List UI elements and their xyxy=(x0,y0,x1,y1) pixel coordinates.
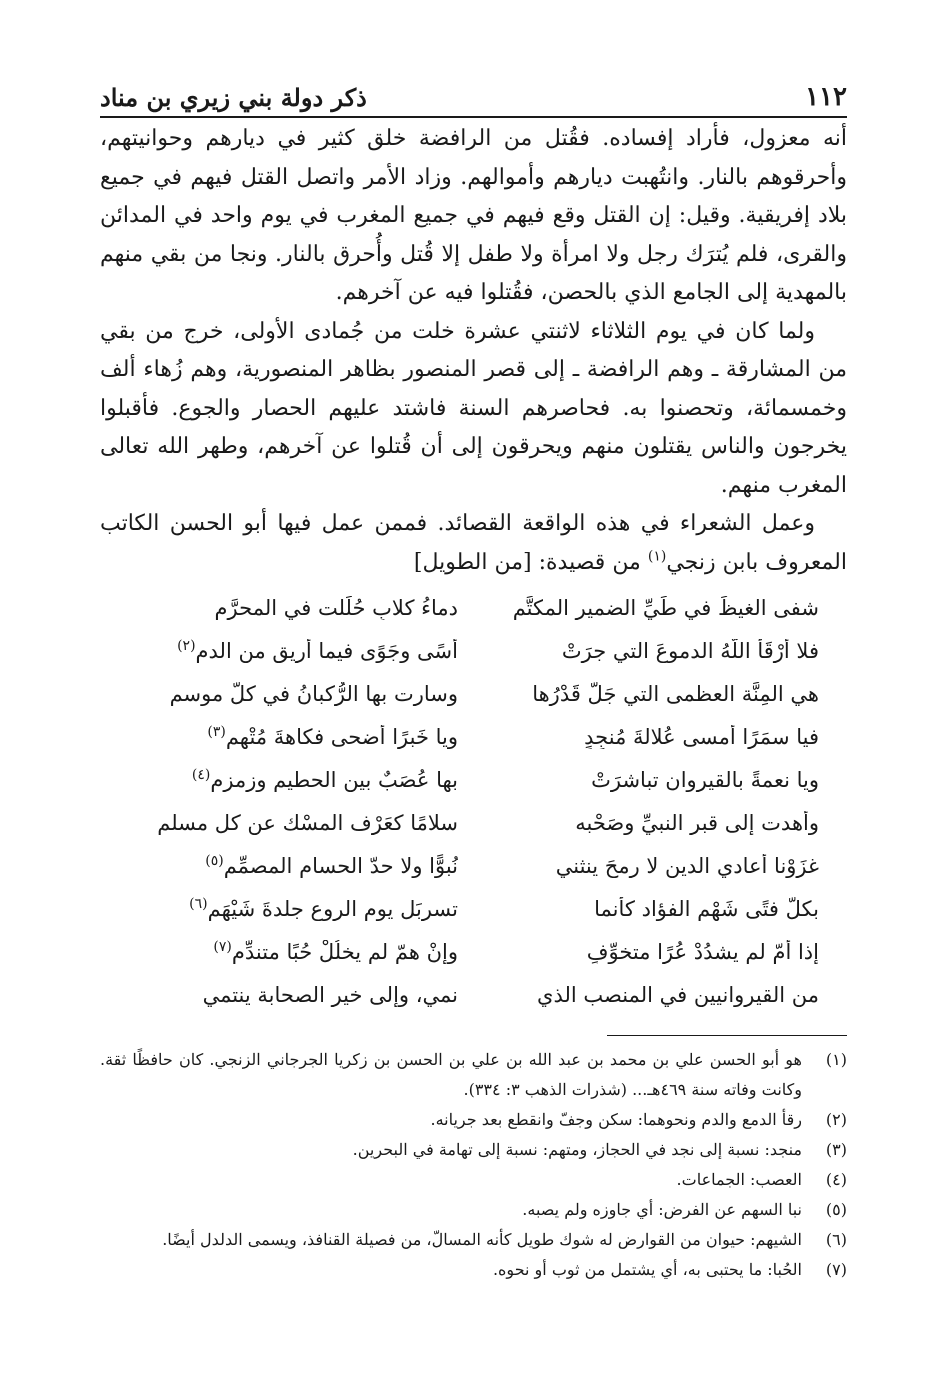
verse-first-hemistich: ويا نعمةً بالقيروان تباشرَتْ xyxy=(591,767,819,792)
paragraph-1: أنه معزول، فأراد إفساده. فقُتل من الرافضة خلق كثير في ديارهم وحوانيتهم، وأحرقوهم بالنار. وانتُهبت ديارهم وأموالهم. وزاد الأمر واتصل القتل فيهم في جميع بلاد إفريقية. وقيل: إن القتل وقع فيهم في جميع المغرب في يوم واحد في المدائن والقرى، فلم يُترَك رجل ولا امرأة ولا طفل إلا قُتل وأُحرق بالنار. ونجا من بقي منهم بالمهدية إلى الجامع الذي بالحصن، فقُتلوا فيه عن آخرهم. xyxy=(100,126,847,305)
verse-second-hemistich xyxy=(128,682,458,706)
verse-first-hemistich: من القيروانيين في المنصب الذي xyxy=(537,982,819,1007)
page-header xyxy=(100,72,847,112)
footnote xyxy=(100,1255,847,1285)
verse-first-hemistich: غزَوْنا أعادي الدين لا رمحَ ينثني xyxy=(555,853,819,878)
page-number: ١١٢ xyxy=(805,82,847,112)
footnote-text: منجد: نسبة إلى نجد في الحجاز، ومتهم: نسبة إلى تهامة في البحرين. xyxy=(352,1140,802,1159)
verse-footnote-ref: (٣) xyxy=(207,724,226,740)
footnote-number: (٢) xyxy=(825,1110,847,1129)
verse-second-text: وسارت بها الرُّكبانُ في كلّ موسمِ xyxy=(169,681,458,706)
verse-first-hemistich: بكلّ فتًى شَهْمِ الفؤاد كأنما xyxy=(594,896,819,921)
footnote-number: (٦) xyxy=(825,1230,847,1249)
footnote-number: (٥) xyxy=(825,1200,847,1219)
verse-first-hemistich: شفى الغيظَ في طَيِّ الضميرِ المكتَّمِ xyxy=(512,595,819,620)
footnote xyxy=(100,1195,847,1225)
verse-footnote-ref: (٧) xyxy=(213,939,232,955)
footnote-number: (٧) xyxy=(825,1260,847,1279)
verse-line xyxy=(128,758,819,801)
footnote xyxy=(100,1165,847,1195)
footnote-ref-1: (١) xyxy=(647,548,667,565)
verse-second-text: سلامًا كعَرْف المسْك عن كل مسلمِ xyxy=(157,810,458,835)
footnote xyxy=(100,1105,847,1135)
verse-second-text: تسربَل يوم الروع جلدةَ شَيْهَمِ xyxy=(207,896,458,921)
verse-second-text: ويا خَبرًا أضحى فكاهةَ مُتْهِمِ xyxy=(225,724,458,749)
poem xyxy=(128,586,819,1016)
footnote xyxy=(100,1225,847,1255)
verse-line xyxy=(128,672,819,715)
verse-line xyxy=(128,930,819,973)
verse-second-text: نُبوًّا ولا حدّ الحسام المصمِّمِ xyxy=(223,853,458,878)
footnote xyxy=(100,1045,847,1105)
verse-second-text: أسًى وجَوًى فيما أُريق من الدمِ xyxy=(195,638,458,663)
verse-line xyxy=(128,629,819,672)
footnote-text: الحُبا: ما يحتبى به، أي يشتمل من ثوب أو نحوه. xyxy=(492,1260,802,1279)
paragraph-3-tail: من قصيدة: [من الطويل] xyxy=(413,549,648,575)
verse-first-hemistich: فلا أرْقَأ اللّهُ الدموعَ التي جرَتْ xyxy=(561,638,819,663)
verse-second-hemistich xyxy=(128,639,458,663)
verse-second-hemistich xyxy=(128,725,458,749)
footnote xyxy=(100,1135,847,1165)
footnote-text: رقأ الدمع والدم ونحوهما: سكن وجفّ وانقطع بعد جريانه. xyxy=(430,1110,802,1129)
verse-second-hemistich xyxy=(128,940,458,964)
footnote-text: الشيهم: حيوان من القوارض له شوك طويل كأنه المسالّ، من فصيلة القنافذ، ويسمى الدلدل أيضًا. xyxy=(162,1230,802,1249)
footnote-number: (١) xyxy=(825,1050,847,1069)
verse-second-text: وإنْ همّ لم يخلُلْ حُبًا متندِّمِ xyxy=(231,939,458,964)
verse-footnote-ref: (٦) xyxy=(189,896,208,912)
header-rule xyxy=(100,116,847,118)
verse-line xyxy=(128,801,819,844)
verse-second-hemistich xyxy=(128,768,458,792)
verse-line xyxy=(128,586,819,629)
verse-first-hemistich: إذا أمّ لم يشدُدْ عُرًا متخوِّفٍ xyxy=(586,939,819,964)
paragraph-2: ولما كان في يوم الثلاثاء لاثنتي عشرة خلت من جُمادى الأولى، خرج من بقي من المشارقة ـ وهم الرافضة ـ إلى قصر المنصور بظاهر المنصورية، وهم زُهاء ألف وخمسمائة، وتحصنوا به. فحاصرهم السنة فاشتد عليهم الحصار والجوع. فأقبلوا يخرجون والناس يقتلون منهم ويحرقون إلى أن قُتلوا عن آخرهم، وطهر الله تعالى المغرب منهم. xyxy=(100,318,847,498)
verse-second-hemistich xyxy=(128,811,458,835)
verse-line xyxy=(128,973,819,1016)
verse-line xyxy=(128,844,819,887)
body-text xyxy=(100,120,847,582)
running-title: ذكر دولة بني زيري بن مناد xyxy=(100,83,367,112)
verse-second-hemistich xyxy=(128,854,458,878)
verse-first-hemistich: فيا سمَرًا أمسى عُلالةَ مُنجِدٍ xyxy=(584,724,819,749)
paragraph-3 xyxy=(100,505,847,582)
footnotes xyxy=(100,1045,847,1285)
verse-first-hemistich: وأهدت إلى قبر النبيِّ وصَحْبه xyxy=(575,810,819,835)
verse-footnote-ref: (٤) xyxy=(191,767,211,783)
footnote-text: نبا السهم عن الفرض: أي جاوزه ولم يصبه. xyxy=(522,1200,802,1219)
footnote-number: (٣) xyxy=(825,1140,847,1159)
footnote-number: (٤) xyxy=(825,1170,847,1189)
paragraph-3-text: وعمل الشعراء في هذه الواقعة القصائد. فممن عمل فيها أبو الحسن الكاتب المعروف بابن زنجي xyxy=(100,511,847,575)
verse-second-text: نمي، وإلى خير الصحابة ينتمي xyxy=(202,982,458,1007)
verse-line xyxy=(128,715,819,758)
verse-second-hemistich xyxy=(128,596,458,620)
footnote-text: العصب: الجماعات. xyxy=(676,1170,802,1189)
verse-second-text: دماءُ كلابٍ حُلِّلت في المحرَّمِ xyxy=(214,595,458,620)
verse-second-hemistich xyxy=(128,983,458,1007)
footnote-separator xyxy=(607,1035,847,1036)
verse-first-hemistich: هي المِنَّة العظمى التي جَلَّ قَدْرُها xyxy=(532,681,819,706)
verse-footnote-ref: (٢) xyxy=(177,638,196,654)
verse-line xyxy=(128,887,819,930)
verse-footnote-ref: (٥) xyxy=(205,853,224,869)
footnote-text: هو أبو الحسن علي بن محمد بن عبد الله بن علي بن الحسن بن زكريا الجرجاني الزنجي. كان حافظًا ثقة. وكانت وفاته سنة ٤٦٩هـ... (شذرات الذهب ٣: ٣٣٤). xyxy=(100,1050,802,1099)
verse-second-hemistich xyxy=(128,897,458,921)
verse-second-text: بها عُصَبٌ بين الحطيم وزمزمِ xyxy=(210,767,458,792)
